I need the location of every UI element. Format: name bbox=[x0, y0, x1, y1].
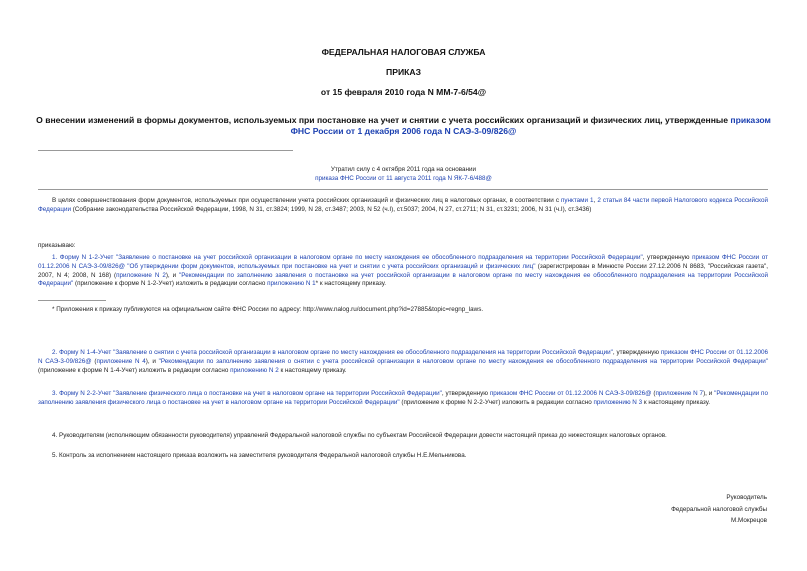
agency-name: ФЕДЕРАЛЬНАЯ НАЛОГОВАЯ СЛУЖБА bbox=[321, 47, 486, 57]
intro-text-2: , bbox=[593, 197, 598, 204]
title-text: О внесении изменений в формы документов, используемых при постановке на учет и снятии с учета российских организаций и физических лиц, утвержденные bbox=[36, 115, 729, 125]
item2-link-app2[interactable]: приложению N 2 bbox=[230, 366, 279, 374]
status-line: Утратил силу с 4 октября 2011 года на основании bbox=[330, 166, 477, 173]
item2-text: (приложение к форме N 1-4-Учет) изложить в редакции согласно bbox=[38, 366, 231, 374]
item3-link-order[interactable]: приказом ФНС России от 01.12.2006 N САЭ-3-09/826@ bbox=[489, 390, 652, 397]
item-4: 4. Руководителям (исполняющим обязанности руководителя) управлений Федеральной налоговой службы по субъектам Российской Федерации довести настоящий приказ до нижестоящих налоговых органов. bbox=[52, 432, 667, 439]
item1-link-recommend[interactable]: "Рекомендации по заполнению заявления о постановке на учет российской организации в налоговом органе по месту нахождения ее обособленного подразделения на территории Российской Федерации" bbox=[38, 271, 768, 288]
footnote: * Приложения к приказу публикуются на официальном сайте ФНС России по адресу: http://www.nalog.ru/document.php?id=27885&topic=regnp_laws. bbox=[52, 306, 484, 313]
item-3 bbox=[38, 390, 768, 408]
item1-link-form[interactable]: 1. Форму N 1-2-Учет "Заявление о постановке на учет российской организации в налоговом органе по месту нахождения ее обособленного подразделения на территории Российской Федерации" bbox=[52, 254, 643, 261]
item2-text: ( bbox=[91, 357, 97, 365]
item-1 bbox=[38, 254, 768, 289]
item2-link-app4[interactable]: приложение N 4 bbox=[96, 357, 146, 365]
signature-name: М.Мокрецов bbox=[731, 517, 767, 524]
page-title bbox=[30, 115, 777, 137]
item2-text: ), и bbox=[145, 357, 159, 365]
item1-text: ), и bbox=[165, 271, 180, 279]
divider-top bbox=[38, 150, 293, 151]
item3-link-app7[interactable]: приложение N 7 bbox=[655, 390, 704, 397]
item3-text: ( bbox=[651, 390, 656, 397]
item3-link-recommend[interactable]: "Рекомендации по заполнению заявления физического лица о постановке на учет в налоговом органе на территории Российской Федерации" bbox=[38, 390, 768, 406]
item2-link-order[interactable]: приказом ФНС России от 01.12.2006 N САЭ-3-09/826@ bbox=[38, 349, 768, 365]
signature-block bbox=[671, 492, 767, 527]
title-link[interactable]: приказом ФНС России от 1 декабря 2006 года N САЭ-3-09/826@ bbox=[290, 115, 771, 136]
item3-text: к настоящему приказу. bbox=[642, 398, 710, 406]
item2-link-recommend[interactable]: "Рекомендации по заполнению заявления о снятии с учета российской организации в налоговом органе по месту нахождения ее обособленного подразделения на территории Российской Федерации" bbox=[158, 357, 768, 365]
intro-paragraph bbox=[38, 197, 768, 215]
item1-text: (зарегистрирован в Минюсте России 27.12.2006 N 8683, "Российская газета", 2007, N 4; 2008, N 168) ( bbox=[38, 262, 769, 279]
item2-text: к настоящему приказу. bbox=[278, 366, 347, 374]
item1-link-app2[interactable]: приложение N 2 bbox=[116, 271, 166, 279]
item2-text: , утвержденную bbox=[612, 349, 661, 356]
signature-title: Руководитель bbox=[726, 494, 767, 501]
item3-text: , утвержденную bbox=[441, 390, 490, 397]
item-2 bbox=[38, 349, 768, 375]
status-link[interactable]: приказа ФНС России от 11 августа 2011 года N ЯК-7-6/488@ bbox=[315, 175, 492, 182]
doc-type: ПРИКАЗ bbox=[386, 67, 421, 77]
intro-link-2[interactable]: 2 статьи 84 части первой Налогового кодекса Российской Федерации bbox=[38, 197, 769, 213]
item1-text: , утвержденную bbox=[642, 254, 693, 261]
item1-text: (приложение к форме N 1-2-Учет) изложить в редакции согласно bbox=[73, 280, 268, 288]
item3-link-app3[interactable]: приложению N 3 bbox=[593, 398, 643, 406]
item1-link-app1[interactable]: приложению N 1 bbox=[267, 280, 316, 288]
item3-link-form[interactable]: 3. Форму N 2-2-Учет "Заявление физического лица о постановке на учет в налоговом органе на территории Российской Федерации" bbox=[52, 390, 442, 397]
item2-link-form[interactable]: 2. Форму N 1-4-Учет "Заявление о снятии с учета российской организации в налоговом органе по месту нахождения ее обособленного подразделения на территории Российской Федерации" bbox=[52, 349, 613, 356]
item1-link-order[interactable]: приказом ФНС России от 01.12.2006 N САЭ-3-09/826@ bbox=[38, 254, 768, 270]
doc-date-number: от 15 февраля 2010 года N ММ-7-6/54@ bbox=[320, 87, 487, 97]
divider-status bbox=[38, 189, 768, 190]
intro-text-1: В целях совершенствования форм документов, используемых при осуществлении учета российских организаций и физических лиц в налоговых органах, в соответствии с bbox=[52, 197, 561, 204]
item-5: 5. Контроль за исполнением настоящего приказа возложить на заместителя руководителя Федеральной налоговой службы Н.Е.Мельникова. bbox=[52, 452, 467, 459]
divider-footnote bbox=[38, 300, 106, 301]
status-note bbox=[0, 165, 807, 183]
item3-text: ), и bbox=[703, 390, 715, 397]
intro-link-1[interactable]: пунктами 1 bbox=[561, 197, 594, 204]
item1-link-title[interactable]: "Об утверждении форм документов, используемых при постановке на учет и снятии с учета российских организаций и физических лиц" bbox=[127, 262, 536, 270]
intro-text-3: (Собрание законодательства Российской Федерации, 1998, N 31, ст.3824; 1999, N 28, ст.3487; 2003, N 52 (ч.I), ст.5037; 2004, N 27, ст.2711; N 31, ст.3231; 2006, N 31 (ч.I), ст.3436) bbox=[70, 205, 592, 213]
item3-text: (приложение к форме N 2-2-Учет) изложить в редакции согласно bbox=[399, 398, 594, 406]
prikazyvayu: приказываю: bbox=[38, 242, 76, 249]
item1-text: * к настоящему приказу. bbox=[315, 280, 386, 288]
signature-org: Федеральной налоговой службы bbox=[671, 505, 767, 513]
